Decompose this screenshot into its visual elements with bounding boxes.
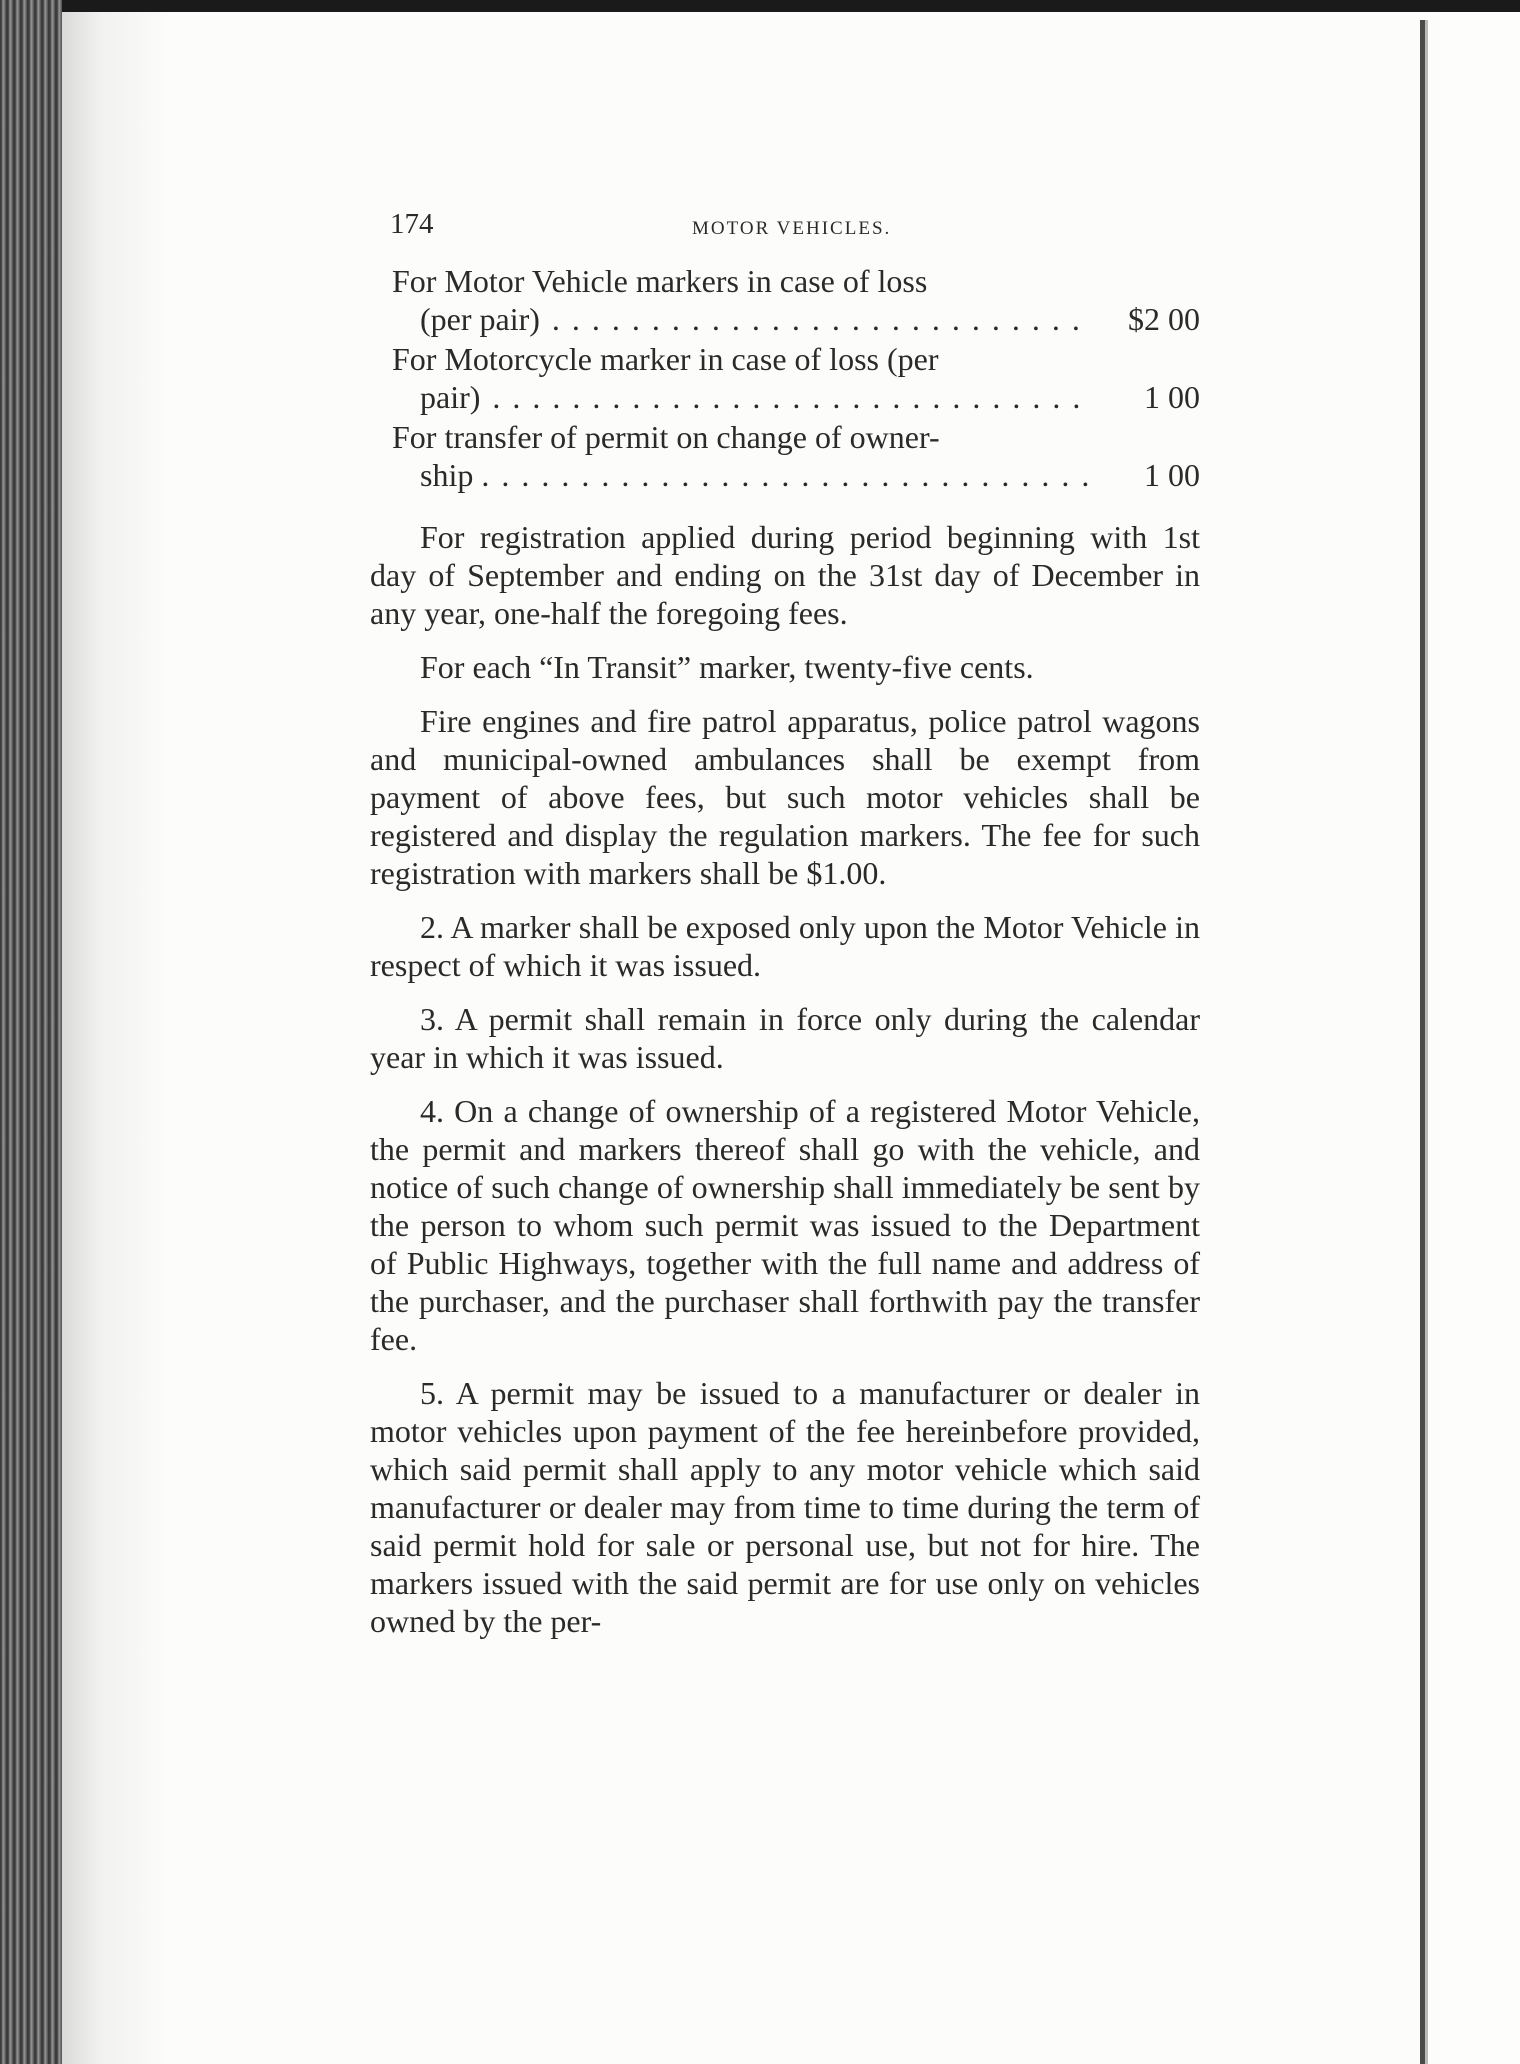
running-head <box>370 208 1200 252</box>
section-3: 3. A permit shall remain in force only during the calendar year in which it was issued. <box>370 1001 1200 1075</box>
page-number: 174 <box>390 208 434 240</box>
section-2: 2. A marker shall be exposed only upon the Motor Vehicle in respect of which it was issued. <box>370 909 1200 983</box>
scan-top-edge <box>0 0 1520 12</box>
running-title: MOTOR VEHICLES. <box>692 218 892 239</box>
dot-leader <box>552 300 1088 338</box>
book-spine-edge <box>0 0 62 2064</box>
fee-item <box>370 418 1200 494</box>
page-right-edge-shadow <box>1425 20 1428 2064</box>
fee-amount: $2 00 <box>1128 301 1200 337</box>
fee-line <box>370 456 1200 494</box>
paragraph-in-transit: For each “In Transit” marker, twenty-five cents. <box>420 649 1034 685</box>
paragraph-exemptions: Fire engines and fire patrol apparatus, police patrol wagons and municipal-owned ambulances shall be exempt from payment of above fees, but such motor vehicles shall be registered and display the regulation markers. The fee for such registration with markers shall be $1.00. <box>370 703 1200 891</box>
dot-leader <box>501 456 1088 494</box>
fee-item <box>370 262 1200 338</box>
fee-line <box>370 300 1200 338</box>
paragraph-half-fees: For registration applied during period beginning with 1st day of September and ending on the 31st day of December in any year, one-half the foregoing fees. <box>370 519 1200 631</box>
dot-leader <box>492 378 1088 416</box>
page-content <box>370 208 1200 1640</box>
fee-line <box>370 378 1200 416</box>
fee-description-continued: (per pair) <box>420 301 540 337</box>
section-4: 4. On a change of ownership of a registered Motor Vehicle, the permit and markers thereof shall go with the vehicle, and notice of such change of ownership shall immediately be sent by the person to whom such permit was issued to the Department of Public Highways, together with the full name and address of the purchaser, and the purchaser shall forthwith pay the transfer fee. <box>370 1093 1200 1357</box>
fee-description: For Motorcycle marker in case of loss (per <box>392 341 939 377</box>
fee-description: For transfer of permit on change of owner- <box>392 419 940 455</box>
fee-description-continued: ship . <box>420 457 490 493</box>
fee-item <box>370 340 1200 416</box>
section-5: 5. A permit may be issued to a manufacturer or dealer in motor vehicles upon payment of the fee hereinbefore provided, which said permit shall apply to any motor vehicle which said manufacturer or dealer may from time to time during the term of said permit hold for sale or personal use, but not for hire. The markers issued with the said permit are for use only on vehicles owned by the per- <box>370 1375 1200 1639</box>
fee-description-continued: pair) <box>420 379 481 415</box>
fee-description: For Motor Vehicle markers in case of loss <box>392 263 928 299</box>
fee-amount: 1 00 <box>1144 379 1200 415</box>
fee-amount: 1 00 <box>1144 457 1200 493</box>
fee-table <box>370 262 1200 494</box>
